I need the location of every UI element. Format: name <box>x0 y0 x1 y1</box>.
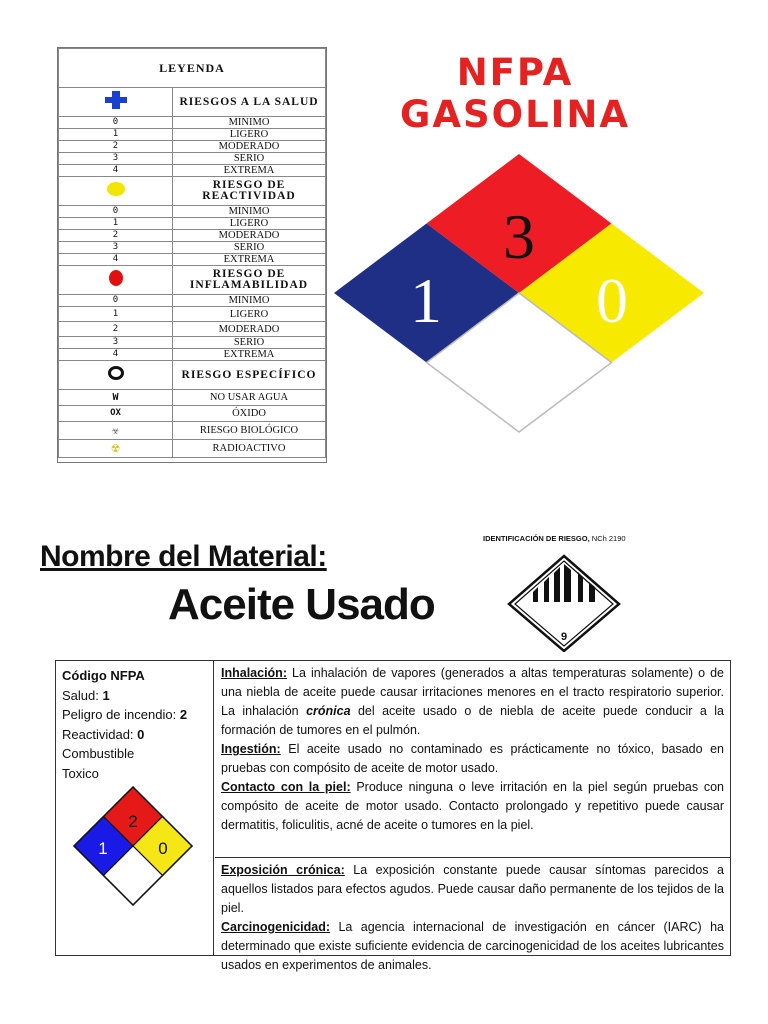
legend-level-row: 4 EXTREMA <box>59 165 326 177</box>
no-water-icon: W <box>59 390 173 406</box>
health-value: 1 <box>410 265 442 336</box>
ingestion-paragraph: Ingestión: El aceite usado no contaminado es prácticamente no tóxico, basado en pruebas con compósito de aceite de motor usado. <box>221 742 724 775</box>
health-swatch-cell <box>59 88 173 117</box>
legend-level-row: 3 SERIO <box>59 153 326 165</box>
nfpa-code-title: Código NFPA <box>62 668 145 683</box>
legend-section-label: RIESGO ESPECÍFICO <box>173 361 326 390</box>
inhalacion-paragraph: Inhalación: La inhalación de vapores (generados a altas temperaturas solamente) o de una niebla de aceite puede causar irritaciones menores en el tracto respiratorio superior. La inhalación crónica del aceite usado o de niebla de aceite puede conducir a la formación de tumores en el pulmón. <box>221 666 724 737</box>
legend-specific-row: ☣ RIESGO BIOLÓGICO <box>59 422 326 440</box>
legend-level-row: 1 LIGERO <box>59 307 326 322</box>
material-heading: Nombre del Material: <box>40 540 327 573</box>
reactivity-swatch-cell <box>59 177 173 206</box>
legend-level-row: 2 MODERADO <box>59 141 326 153</box>
legend-level-row: 0 MINIMO <box>59 117 326 129</box>
reactivity-value: 0 <box>596 265 628 336</box>
salud-line: Salud: 1 <box>62 687 110 703</box>
ring-icon <box>108 366 124 380</box>
combustible-line: Combustible <box>62 746 135 761</box>
health-cross-icon <box>105 91 127 109</box>
title-line-nfpa: NFPA <box>456 51 574 94</box>
fire-value: 2 <box>128 812 138 831</box>
flammability-swatch-cell <box>59 266 173 295</box>
legend-level-row: 4 EXTREMA <box>59 254 326 266</box>
legend-section-flammability <box>59 266 326 295</box>
acute-effects-cell <box>215 661 730 858</box>
legend-level-row: 0 MINIMO <box>59 295 326 307</box>
legend-level-row: 3 SERIO <box>59 337 326 349</box>
material-nfpa-diamond <box>72 785 194 937</box>
material-name: Aceite Usado <box>168 580 435 629</box>
nfpa-code-column <box>56 661 214 955</box>
class9-placard-icon <box>505 552 623 652</box>
legend-level-row: 2 MODERADO <box>59 322 326 337</box>
hazard-id-label: IDENTIFICACIÓN DE RIESGO, NCh 2190 <box>483 534 626 543</box>
carcino-paragraph: Carcinogenicidad: La agencia internacional de investigación en cáncer (IARC) ha determinado que existe suficiente evidencia de carcinogenicidad de los aceites lubricantes usados en experimentos de animales. <box>221 920 724 972</box>
legend-section-label: RIESGOS A LA SALUD <box>173 88 326 117</box>
legend-specific-row: OX ÓXIDO <box>59 406 326 422</box>
legend-title: LEYENDA <box>59 49 326 88</box>
piel-paragraph: Contacto con la piel: Produce ninguna o leve irritación en la piel según pruebas con compósito de aceite de motor usado. Contacto prolongado y repetitivo puede causar dermatitis, foliculitis, acné de aceite o tumores en la piel. <box>221 780 724 832</box>
legend-level-row: 0 MINIMO <box>59 206 326 218</box>
chronic-effects-cell <box>215 858 730 972</box>
health-value: 1 <box>98 839 108 858</box>
legend-level-row: 4 EXTREMA <box>59 349 326 361</box>
incendio-line: Peligro de incendio: 2 <box>62 707 188 722</box>
reactividad-line: Reactividad: 0 <box>62 726 145 742</box>
legend-specific-row: W NO USAR AGUA <box>59 390 326 406</box>
title-line-gasolina: GASOLINA <box>399 93 631 136</box>
reactivity-dot-icon <box>107 182 125 196</box>
flammability-dot-icon <box>109 270 123 286</box>
gasolina-nfpa-diamond <box>330 150 708 436</box>
legend-level-row: 2 MODERADO <box>59 230 326 242</box>
legend-level-row: 1 LIGERO <box>59 218 326 230</box>
legend-level-row: 3 SERIO <box>59 242 326 254</box>
nfpa-gasolina-title <box>370 52 660 136</box>
toxico-line: Toxico <box>62 765 99 781</box>
exposicion-paragraph: Exposición crónica: La exposición constante puede causar síntomas parecidos a aquellos listados para efectos agudos. Puede causar daño permanente de los tejidos de la piel. <box>221 863 724 915</box>
legend-header-row <box>59 49 326 88</box>
reactivity-value: 0 <box>158 839 168 858</box>
radioactive-icon: ☢ <box>59 440 173 458</box>
legend-section-reactivity <box>59 177 326 206</box>
legend-specific-row: ☢ RADIOACTIVO <box>59 440 326 458</box>
biohazard-icon: ☣ <box>59 422 173 440</box>
oxidizer-icon: OX <box>59 406 173 422</box>
legend-level-row: 1 LIGERO <box>59 129 326 141</box>
legend-section-health <box>59 88 326 117</box>
class-number: 9 <box>560 631 568 643</box>
legend-section-specific <box>59 361 326 390</box>
material-info-table <box>55 660 731 972</box>
legend-table <box>57 47 327 463</box>
specific-swatch-cell <box>59 361 173 390</box>
legend-section-label: RIESGO DE REACTIVIDAD <box>173 177 326 206</box>
fire-value: 3 <box>503 201 535 272</box>
legend-section-label: RIESGO DE INFLAMABILIDAD <box>173 266 326 295</box>
